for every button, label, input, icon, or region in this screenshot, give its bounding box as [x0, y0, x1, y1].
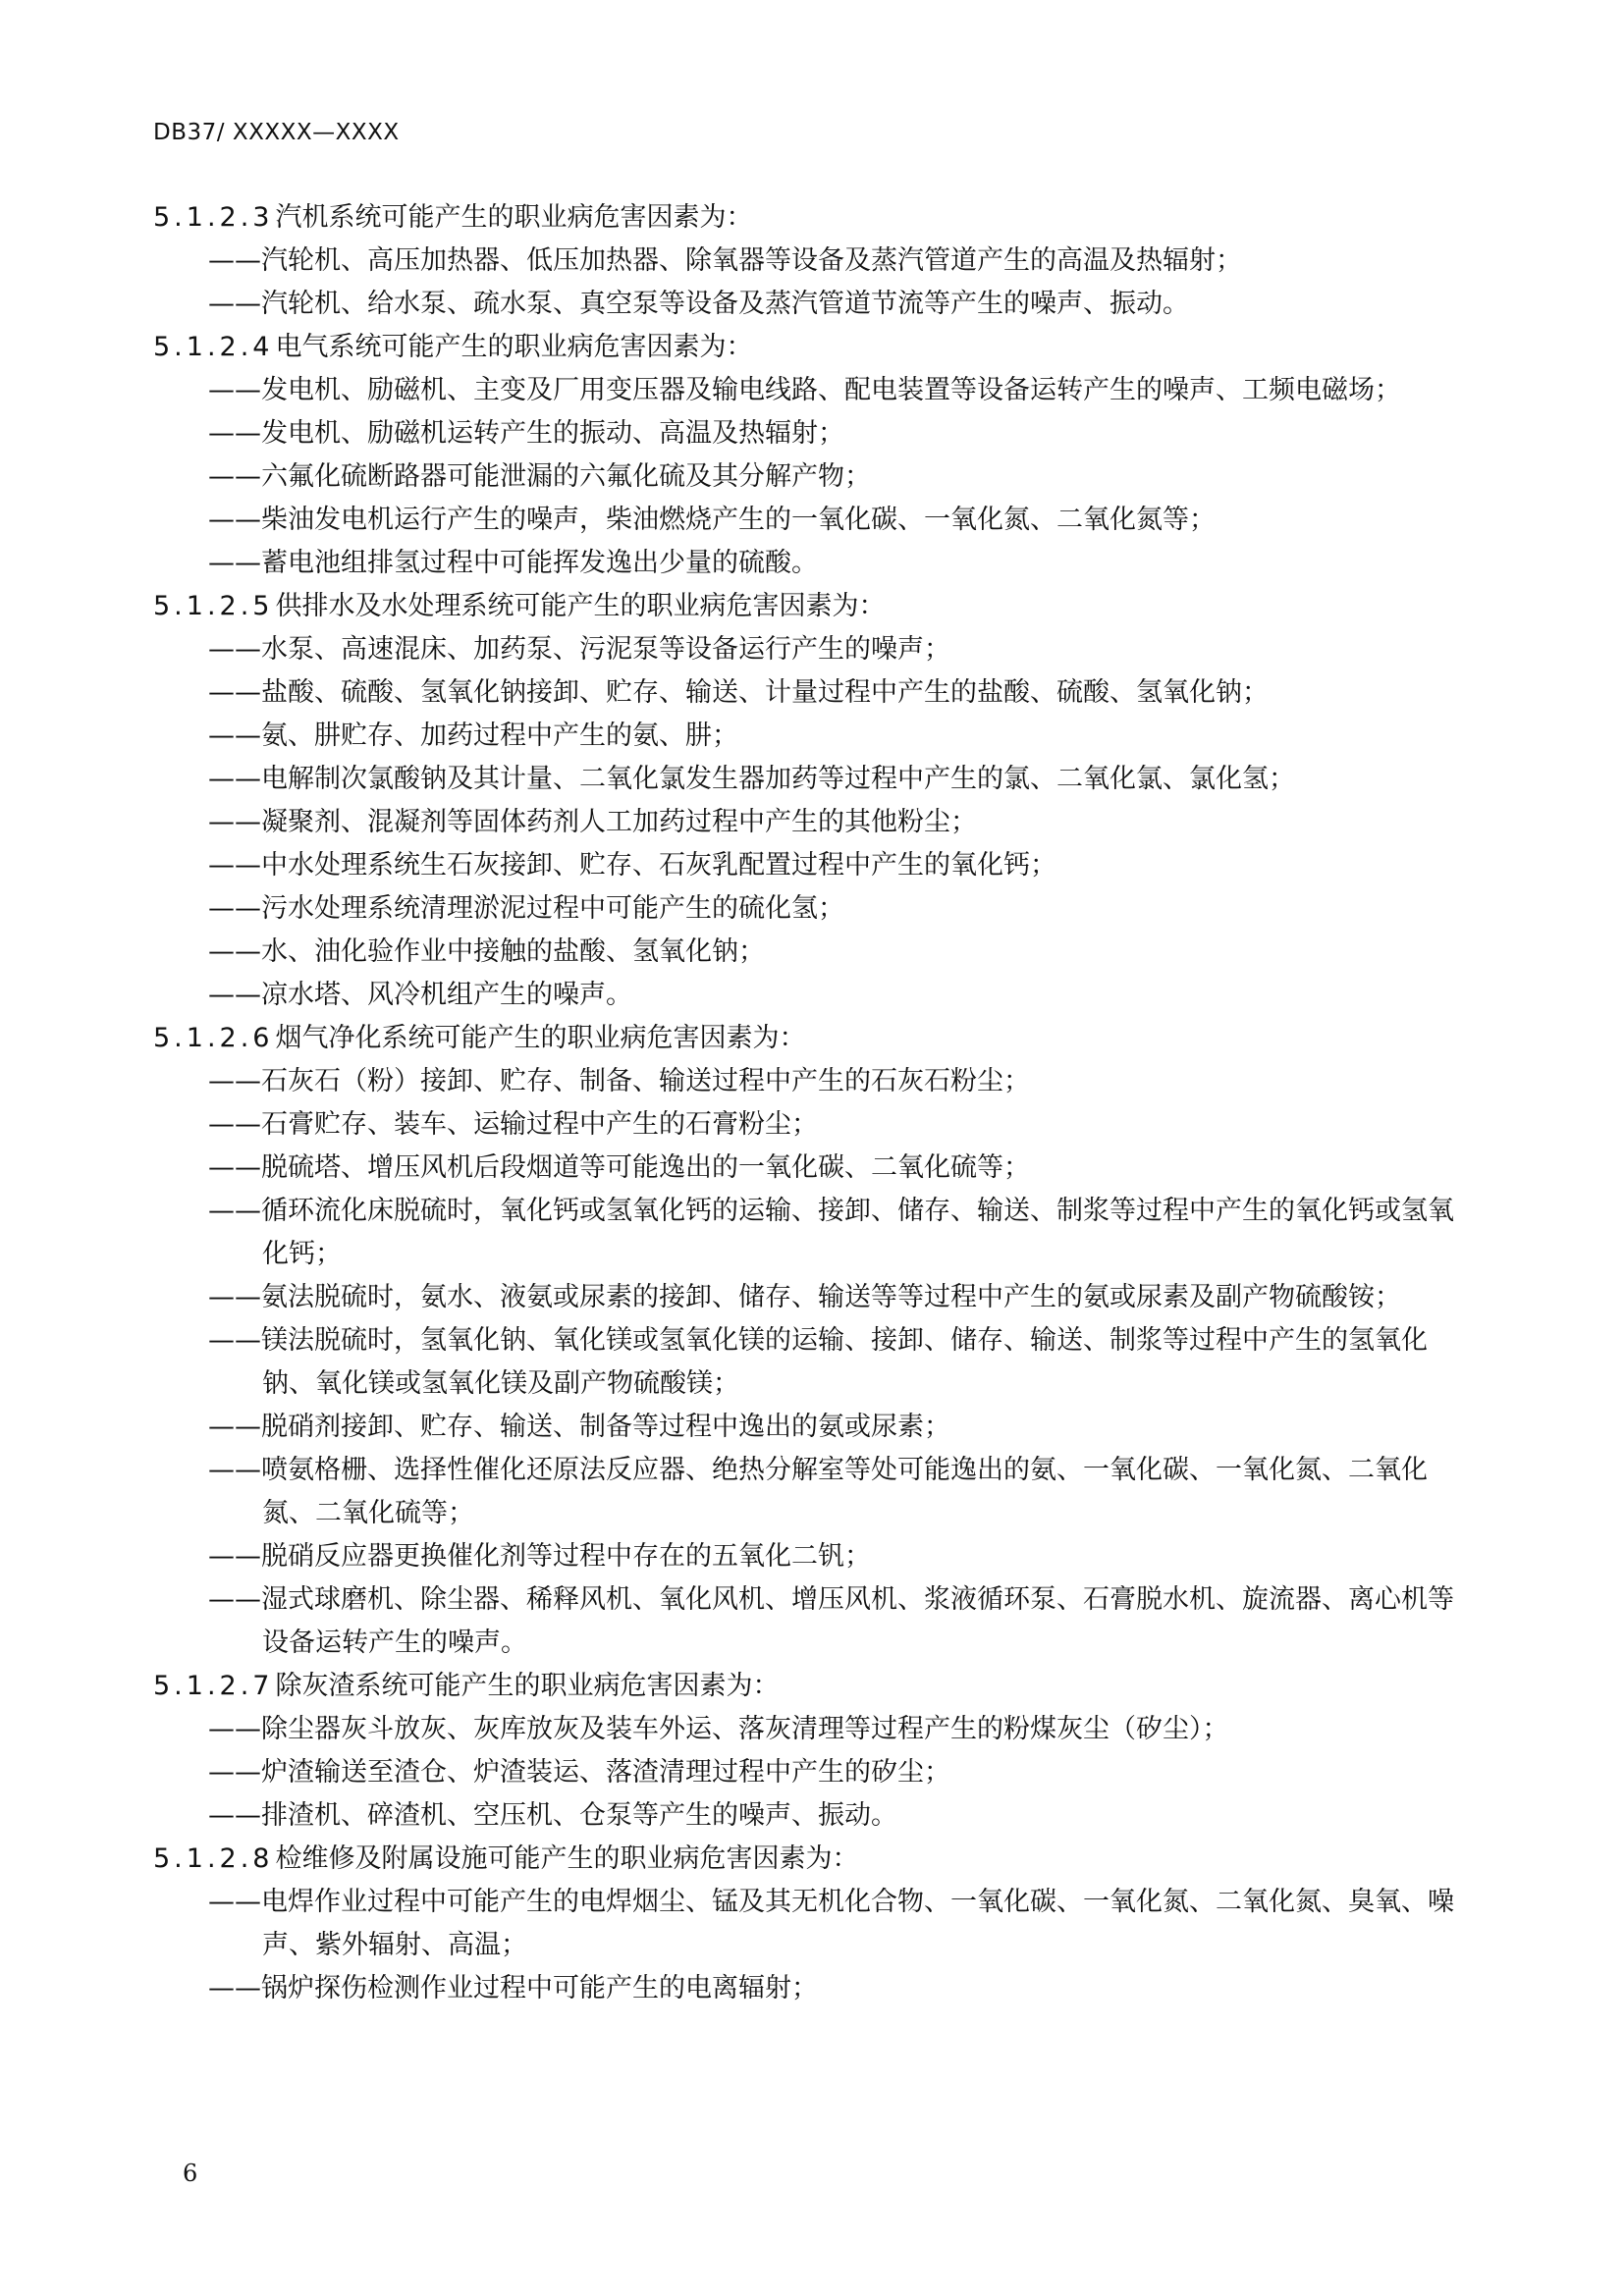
hazard-list-item: ——喷氨格栅、选择性催化还原法反应器、绝热分解室等处可能逸出的氨、一氧化碳、一氧化氮、二氧化氮、二氧化硫等； — [208, 1455, 1428, 1528]
hazard-list-item: ——镁法脱硫时，氢氧化钠、氧化镁或氢氧化镁的运输、接卸、储存、输送、制浆等过程中产生的氢氧化钠、氧化镁或氢氧化镁及副产物硫酸镁； — [208, 1325, 1428, 1399]
hazard-list-item: ——六氟化硫断路器可能泄漏的六氟化硫及其分解产物； — [208, 461, 871, 492]
hazard-list — [153, 1060, 1469, 1665]
hazard-list-item: ——循环流化床脱硫时，氧化钙或氢氧化钙的运输、接卸、储存、输送、制浆等过程中产生的氧化钙或氢氧化钙； — [208, 1196, 1454, 1269]
hazard-list — [153, 240, 1469, 326]
hazard-list-item: ——汽轮机、高压加热器、低压加热器、除氧器等设备及蒸汽管道产生的高温及热辐射； — [208, 245, 1242, 276]
hazard-list-item: ——脱硫塔、增压风机后段烟道等可能逸出的一氧化碳、二氧化硫等； — [208, 1152, 1030, 1183]
clause-section — [153, 1017, 1469, 1665]
hazard-list-item: ——柴油发电机运行产生的噪声，柴油燃烧产生的一氧化碳、一氧化氮、二氧化氮等； — [208, 505, 1216, 535]
page-number: 6 — [183, 2160, 198, 2187]
clause-number: 5.1.2.6 — [153, 1023, 274, 1053]
clause-section — [153, 326, 1469, 585]
hazard-list-item: ——凝聚剂、混凝剂等固体药剂人工加药过程中产生的其他粉尘； — [208, 807, 977, 837]
clause-number: 5.1.2.5 — [153, 591, 274, 621]
hazard-list-item: ——发电机、励磁机运转产生的振动、高温及热辐射； — [208, 418, 844, 449]
hazard-list-item: ——中水处理系统生石灰接卸、贮存、石灰乳配置过程中产生的氧化钙； — [208, 850, 1056, 881]
hazard-list-item: ——氨、肼贮存、加药过程中产生的氨、肼； — [208, 721, 738, 751]
clause-heading — [153, 196, 1469, 240]
clause-section — [153, 1838, 1469, 2010]
clause-number: 5.1.2.8 — [153, 1843, 274, 1874]
hazard-list-item: ——排渣机、碎渣机、空压机、仓泵等产生的噪声、振动。 — [208, 1800, 897, 1831]
hazard-list — [153, 628, 1469, 1017]
hazard-list-item: ——蓄电池组排氢过程中可能挥发逸出少量的硫酸。 — [208, 548, 818, 578]
hazard-list-item: ——石膏贮存、装车、运输过程中产生的石膏粉尘； — [208, 1109, 818, 1140]
clause-title: 汽机系统可能产生的职业病危害因素为： — [275, 202, 753, 233]
clause-heading — [153, 1838, 1469, 1881]
hazard-list — [153, 1881, 1469, 2010]
hazard-list-item: ——脱硝剂接卸、贮存、输送、制备等过程中逸出的氨或尿素； — [208, 1412, 950, 1442]
hazard-list-item: ——电解制次氯酸钠及其计量、二氧化氯发生器加药等过程中产生的氯、二氧化氯、氯化氢； — [208, 764, 1295, 794]
hazard-list-item: ——脱硝反应器更换催化剂等过程中存在的五氧化二钒； — [208, 1541, 871, 1572]
hazard-list — [153, 369, 1469, 585]
hazard-list-item: ——湿式球磨机、除尘器、稀释风机、氧化风机、增压风机、浆液循环泵、石膏脱水机、旋流器、离心机等设备运转产生的噪声。 — [208, 1584, 1454, 1658]
hazard-list-item: ——石灰石（粉）接卸、贮存、制备、输送过程中产生的石灰石粉尘； — [208, 1066, 1030, 1096]
hazard-list-item: ——电焊作业过程中可能产生的电焊烟尘、锰及其无机化合物、一氧化碳、一氧化氮、二氧化氮、臭氧、噪声、紫外辐射、高温； — [208, 1887, 1454, 1960]
hazard-list-item: ——锅炉探伤检测作业过程中可能产生的电离辐射； — [208, 1973, 818, 2003]
clause-number: 5.1.2.4 — [153, 332, 274, 362]
hazard-list-item: ——水、油化验作业中接触的盐酸、氢氧化钠； — [208, 936, 765, 967]
clause-heading — [153, 326, 1469, 369]
clause-number: 5.1.2.3 — [153, 202, 274, 233]
hazard-list — [153, 1708, 1469, 1838]
clause-heading — [153, 1017, 1469, 1060]
hazard-list-item: ——汽轮机、给水泵、疏水泵、真空泵等设备及蒸汽管道节流等产生的噪声、振动。 — [208, 289, 1189, 319]
clause-section — [153, 196, 1469, 326]
document-code-header: DB37/ XXXXX—XXXX — [153, 120, 400, 145]
hazard-list-item: ——炉渣输送至渣仓、炉渣装运、落渣清理过程中产生的矽尘； — [208, 1757, 950, 1788]
hazard-list-item: ——发电机、励磁机、主变及厂用变压器及输电线路、配电装置等设备运转产生的噪声、工频电磁场； — [208, 375, 1401, 405]
clause-title: 除灰渣系统可能产生的职业病危害因素为： — [275, 1671, 780, 1701]
hazard-list-item: ——凉水塔、风冷机组产生的噪声。 — [208, 980, 632, 1010]
clause-title: 烟气净化系统可能产生的职业病危害因素为： — [275, 1023, 806, 1053]
hazard-list-item: ——氨法脱硫时，氨水、液氨或尿素的接卸、储存、输送等等过程中产生的氨或尿素及副产物硫酸铵； — [208, 1282, 1401, 1312]
clause-title: 供排水及水处理系统可能产生的职业病危害因素为： — [275, 591, 886, 621]
clause-section — [153, 1665, 1469, 1838]
hazard-list-item: ——盐酸、硫酸、氢氧化钠接卸、贮存、输送、计量过程中产生的盐酸、硫酸、氢氧化钠； — [208, 677, 1269, 708]
hazard-list-item: ——水泵、高速混床、加药泵、污泥泵等设备运行产生的噪声； — [208, 634, 950, 665]
hazard-list-item: ——污水处理系统清理淤泥过程中可能产生的硫化氢； — [208, 893, 844, 924]
clause-title: 检维修及附属设施可能产生的职业病危害因素为： — [275, 1843, 859, 1874]
clause-number: 5.1.2.7 — [153, 1671, 274, 1701]
document-body — [153, 196, 1469, 2010]
hazard-list-item: ——除尘器灰斗放灰、灰库放灰及装车外运、落灰清理等过程产生的粉煤灰尘（矽尘）； — [208, 1714, 1229, 1744]
clause-title: 电气系统可能产生的职业病危害因素为： — [275, 332, 753, 362]
clause-section — [153, 585, 1469, 1017]
clause-heading — [153, 1665, 1469, 1708]
clause-heading — [153, 585, 1469, 628]
